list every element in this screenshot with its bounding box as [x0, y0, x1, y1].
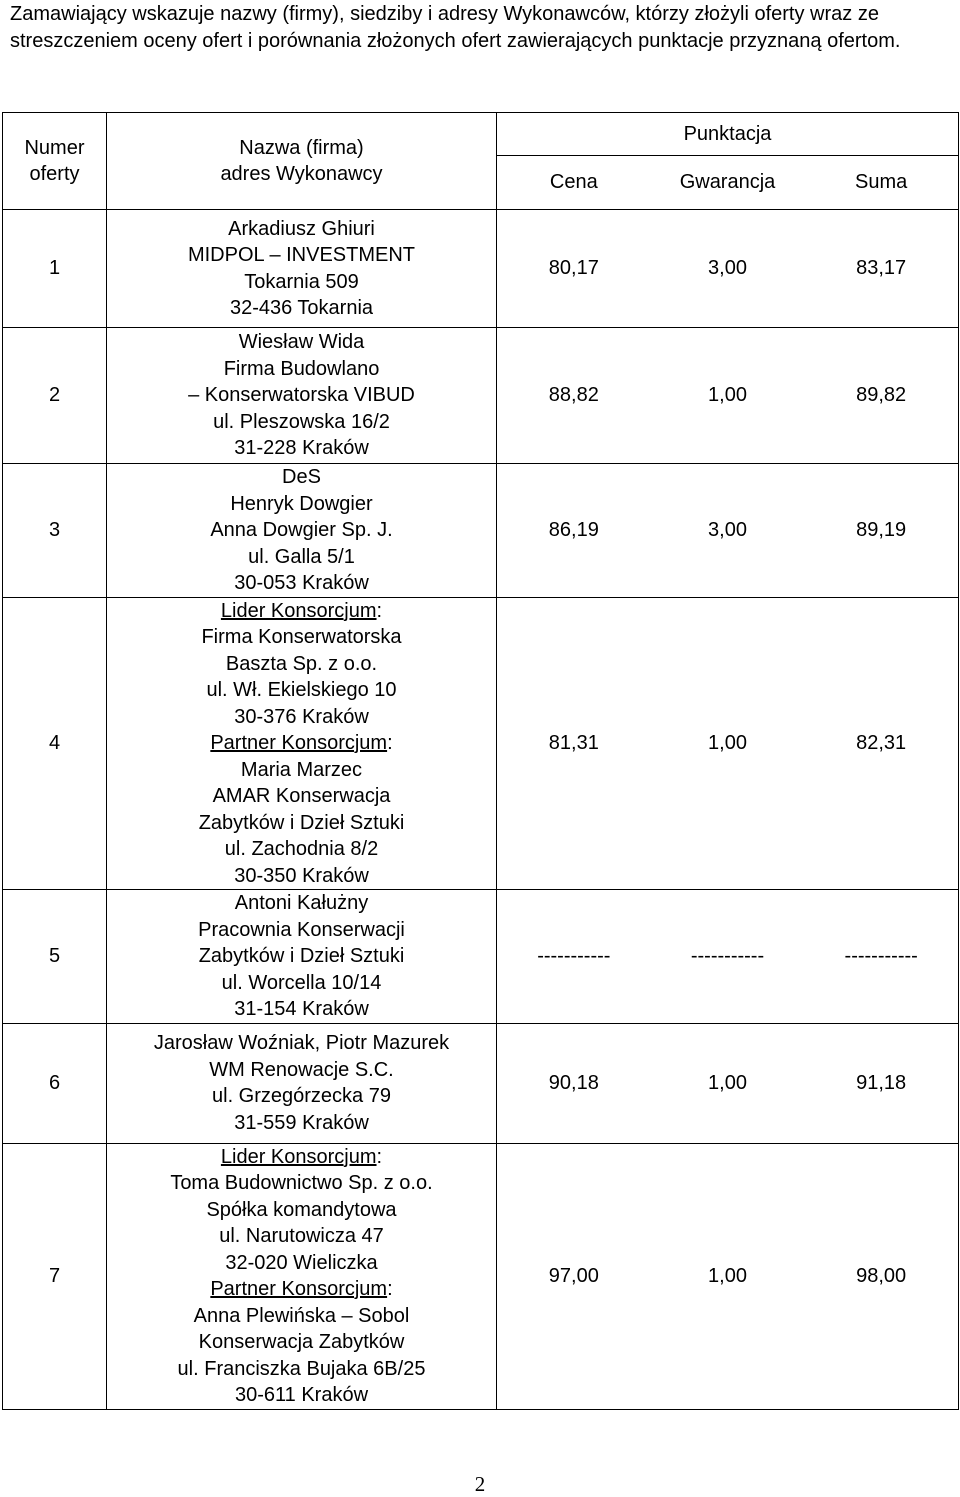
table-row: [3, 597, 959, 890]
offer-number: 3: [3, 464, 107, 598]
table-row: [3, 890, 959, 1024]
contractor-line: Jarosław Woźniak, Piotr Mazurek: [153, 1032, 450, 1054]
table-row: [3, 1023, 959, 1143]
header-contractor: [107, 113, 497, 210]
table-row: [3, 1143, 959, 1409]
score-sum: 89,19: [856, 518, 907, 541]
score-price: 81,31: [548, 731, 599, 754]
header-number-line2: oferty: [29, 163, 80, 185]
score-price: 97,00: [548, 1264, 599, 1287]
contractor-cell: [107, 328, 497, 464]
contractor-line: 32-020 Wieliczka: [225, 1251, 378, 1274]
score-sum: 91,18: [856, 1071, 907, 1094]
score-warranty: -----------: [690, 944, 765, 967]
header-name-line2: adres Wykonawcy: [220, 163, 383, 185]
scores-cell: [497, 328, 959, 464]
contractor-line: Zabytków i Dzieł Sztuki: [198, 811, 405, 834]
consortium-leader-label: Lider Konsorcjum: [220, 1145, 377, 1168]
contractor-line: ul. Zachodnia 8/2: [224, 838, 379, 860]
score-warranty: 1,00: [708, 1264, 747, 1287]
contractor-line: ul. Worcella 10/14: [221, 971, 382, 994]
offers-table: [2, 112, 959, 1410]
contractor-cell: [107, 890, 497, 1024]
contractor-line: AMAR Konserwacja: [212, 785, 391, 807]
contractor-line: WM Renowacje S.C.: [209, 1058, 394, 1081]
score-sum: 89,82: [856, 384, 907, 406]
score-warranty: 3,00: [708, 518, 747, 541]
contractor-cell: [107, 210, 497, 328]
table-row: [3, 328, 959, 464]
contractor-line: Maria Marzec: [240, 758, 363, 781]
header-price: Cena: [549, 171, 598, 193]
consortium-partner-heading: Partner Konsorcjum:: [210, 732, 393, 754]
contractor-line: Arkadiusz Ghiuri: [228, 217, 375, 240]
header-sum: Suma: [855, 171, 908, 193]
contractor-line: Toma Budownictwo Sp. z o.o.: [170, 1172, 433, 1194]
header-name-line1: Nazwa (firma): [239, 136, 364, 159]
intro-paragraph: Zamawiający wskazuje nazwy (firmy), siedziby i adresy Wykonawców, którzy złożyli oferty wraz ze streszczeniem oceny ofert i porównania złożonych ofert zawierających punktacje przyznaną ofertom.: [10, 3, 901, 52]
score-price: 90,18: [548, 1071, 599, 1094]
header-points: Punktacja: [497, 113, 959, 156]
score-sum: -----------: [844, 944, 918, 967]
score-sum: 82,31: [856, 731, 907, 754]
header-points-subcolumns: [497, 156, 959, 210]
contractor-line: ul. Narutowicza 47: [219, 1225, 384, 1247]
scores-cell: [497, 1143, 959, 1409]
score-warranty: 1,00: [708, 384, 747, 406]
contractor-line: Spółka komandytowa: [206, 1198, 397, 1221]
contractor-line: Firma Budowlano: [223, 357, 380, 380]
contractor-line: – Konserwatorska VIBUD: [188, 384, 415, 407]
contractor-line: ul. Franciszka Bujaka 6B/25: [177, 1357, 426, 1380]
header-number-line1: Numer: [24, 136, 85, 159]
contractor-cell: [107, 1023, 497, 1143]
consortium-partner-heading: Partner Konsorcjum:: [210, 1278, 393, 1300]
page-number: 2: [474, 1472, 486, 1496]
scores-cell: [497, 464, 959, 598]
offer-number: 1: [3, 210, 107, 328]
score-price: -----------: [537, 944, 611, 967]
contractor-line: Anna Dowgier Sp. J.: [210, 519, 393, 541]
score-sum: 98,00: [856, 1264, 907, 1287]
score-sum: 83,17: [856, 257, 907, 279]
scores-cell: [497, 890, 959, 1024]
score-price: 80,17: [548, 257, 599, 279]
consortium-leader-label: Lider Konsorcjum: [220, 599, 377, 622]
contractor-line: 31-228 Kraków: [234, 437, 369, 460]
contractor-line: ul. Galla 5/1: [248, 545, 355, 568]
offer-number: 6: [3, 1023, 107, 1143]
contractor-line: Tokarnia 509: [244, 270, 359, 293]
score-warranty: 3,00: [708, 257, 747, 279]
contractor-line: Wiesław Wida: [238, 331, 365, 354]
score-warranty: 1,00: [708, 731, 747, 754]
contractor-line: Pracownia Konserwacji: [198, 918, 405, 941]
header-offer-number: [3, 113, 107, 210]
scores-cell: [497, 1023, 959, 1143]
contractor-line: ul. Grzegórzecka 79: [212, 1085, 391, 1107]
contractor-line: 30-350 Kraków: [234, 864, 369, 887]
header-warranty: Gwarancja: [679, 171, 776, 193]
contractor-line: ul. Wł. Ekielskiego 10: [206, 679, 397, 701]
score-warranty: 1,00: [708, 1071, 747, 1094]
consortium-leader-heading: Lider Konsorcjum:: [220, 599, 383, 622]
scores-cell: [497, 597, 959, 890]
offer-number: 4: [3, 597, 107, 890]
consortium-partner-label: Partner Konsorcjum: [210, 732, 388, 754]
offer-number: 2: [3, 328, 107, 464]
contractor-line: Henryk Dowgier: [230, 492, 373, 515]
score-price: 86,19: [548, 518, 599, 541]
score-price: 88,82: [548, 384, 599, 406]
consortium-partner-label: Partner Konsorcjum: [210, 1278, 388, 1300]
contractor-line: MIDPOL – INVESTMENT: [187, 244, 416, 266]
contractor-line: DeS: [282, 466, 321, 488]
contractor-cell: [107, 597, 497, 890]
table-row: [3, 210, 959, 328]
header-row: [3, 113, 959, 156]
consortium-leader-heading: Lider Konsorcjum:: [220, 1145, 383, 1168]
contractor-line: ul. Pleszowska 16/2: [213, 410, 390, 433]
contractor-cell: [107, 464, 497, 598]
contractor-line: Zabytków i Dzieł Sztuki: [198, 945, 405, 967]
offer-number: 5: [3, 890, 107, 1024]
contractor-line: Anna Plewińska – Sobol: [193, 1304, 410, 1327]
contractor-line: 32-436 Tokarnia: [229, 297, 374, 319]
contractor-line: 30-376 Kraków: [234, 705, 369, 728]
offer-number: 7: [3, 1143, 107, 1409]
contractor-line: Antoni Kałużny: [234, 892, 369, 914]
contractor-line: Konserwacja Zabytków: [198, 1331, 405, 1353]
contractor-cell: [107, 1143, 497, 1409]
contractor-line: Firma Konserwatorska: [201, 626, 402, 648]
table-row: [3, 464, 959, 598]
scores-cell: [497, 210, 959, 328]
contractor-line: 30-611 Kraków: [234, 1384, 369, 1406]
contractor-line: Baszta Sp. z o.o.: [225, 652, 378, 675]
contractor-line: 31-559 Kraków: [234, 1111, 369, 1134]
contractor-line: 30-053 Kraków: [234, 572, 369, 594]
contractor-line: 31-154 Kraków: [234, 998, 369, 1020]
